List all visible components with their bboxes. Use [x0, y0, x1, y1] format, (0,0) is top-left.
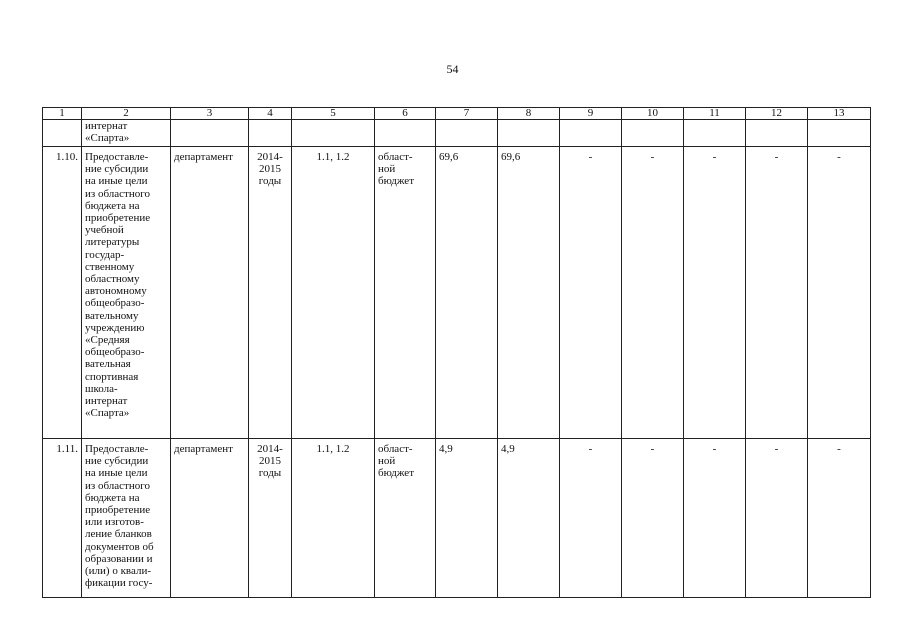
cell-col7: 4,9	[436, 439, 498, 598]
cell-col12: -	[746, 439, 808, 598]
budget-table	[42, 107, 871, 598]
cell-col12: -	[746, 147, 808, 439]
cell-col11	[684, 120, 746, 147]
cell-period	[249, 120, 292, 147]
header-cell: 10	[622, 108, 684, 120]
cell-col13: -	[808, 147, 871, 439]
cell-description: интернат «Спарта»	[82, 120, 171, 147]
cell-col13: -	[808, 439, 871, 598]
cell-col9: -	[560, 147, 622, 439]
cell-num: 1.11.	[43, 439, 82, 598]
header-cell: 9	[560, 108, 622, 120]
cell-num	[43, 120, 82, 147]
page-number: 54	[446, 62, 459, 76]
cell-col12	[746, 120, 808, 147]
header-cell: 1	[43, 108, 82, 120]
cell-col8	[498, 120, 560, 147]
cell-executor: департамент	[171, 439, 249, 598]
header-cell: 13	[808, 108, 871, 120]
cell-tasks: 1.1, 1.2	[292, 439, 375, 598]
cell-col8: 4,9	[498, 439, 560, 598]
header-cell: 2	[82, 108, 171, 120]
header-cell: 3	[171, 108, 249, 120]
cell-col8: 69,6	[498, 147, 560, 439]
cell-col13	[808, 120, 871, 147]
cell-num: 1.10.	[43, 147, 82, 439]
cell-col7	[436, 120, 498, 147]
header-row	[43, 108, 871, 120]
cell-source: област- ной бюджет	[375, 147, 436, 439]
header-cell: 11	[684, 108, 746, 120]
cell-col10: -	[622, 439, 684, 598]
cell-col7: 69,6	[436, 147, 498, 439]
cell-col9	[560, 120, 622, 147]
header-cell: 6	[375, 108, 436, 120]
table-row	[43, 439, 871, 598]
header-cell: 8	[498, 108, 560, 120]
header-cell: 7	[436, 108, 498, 120]
cell-executor: департамент	[171, 147, 249, 439]
table-row	[43, 147, 871, 439]
header-cell: 12	[746, 108, 808, 120]
cell-executor	[171, 120, 249, 147]
cell-col9: -	[560, 439, 622, 598]
cell-description: Предоставле- ние субсидии на иные цели из областного бюджета на приобретение или изготов- ление бланков документов об образовании и (или) о квали- фикации госу-	[82, 439, 171, 598]
header-cell: 5	[292, 108, 375, 120]
cell-period: 2014- 2015 годы	[249, 439, 292, 598]
cell-col10	[622, 120, 684, 147]
cell-col11: -	[684, 147, 746, 439]
cell-tasks: 1.1, 1.2	[292, 147, 375, 439]
cell-description: Предоставле- ние субсидии на иные цели из областного бюджета на приобретение учебной литературы государ- ственному областному автономному общеобразо- вательному учреждению «Средняя общеобразо- вательная спортивная школа- интернат «Спарта»	[82, 147, 171, 439]
header-cell: 4	[249, 108, 292, 120]
cell-period: 2014- 2015 годы	[249, 147, 292, 439]
cell-col10: -	[622, 147, 684, 439]
cell-col11: -	[684, 439, 746, 598]
cell-source	[375, 120, 436, 147]
cell-tasks	[292, 120, 375, 147]
table-row-continued	[43, 120, 871, 147]
cell-source: област- ной бюджет	[375, 439, 436, 598]
